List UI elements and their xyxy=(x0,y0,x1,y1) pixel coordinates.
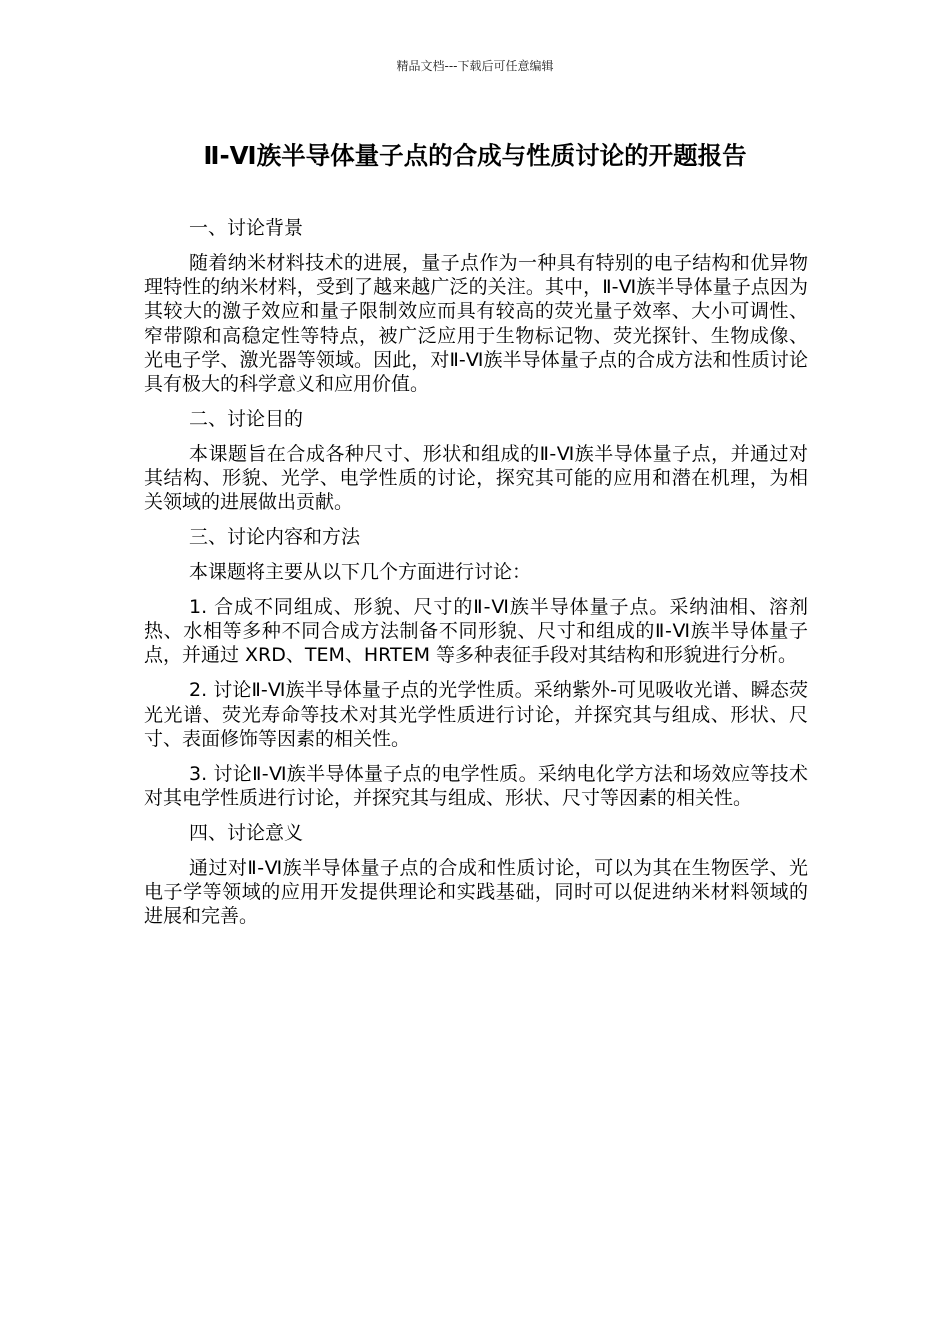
section-heading-content-methods: 三、讨论内容和方法 xyxy=(189,526,361,549)
background-paragraph: 随着纳米材料技术的进展，量子点作为一种具有特别的电子结构和优异物理特性的纳米材料，受到了越来越广泛的关注。其中，Ⅱ-Ⅵ族半导体量子点因为其较大的激子效应和量子限制效应而具有较高的荧光量子效率、大小可调性、窄带隙和高稳定性等特点，被广泛应用于生物标记物、荧光探针、生物成像、光电子学、激光器等领域。因此，对Ⅱ-Ⅵ族半导体量子点的合成方法和性质讨论具有极大的科学意义和应用价值。 xyxy=(144,251,808,396)
content-item-2: 2. 讨论Ⅱ-Ⅵ族半导体量子点的光学性质。采纳紫外-可见吸收光谱、瞬态荧光光谱、荧光寿命等技术对其光学性质进行讨论，并探究其与组成、形状、尺寸、表面修饰等因素的相关性。 xyxy=(144,679,808,750)
purpose-paragraph: 本课题旨在合成各种尺寸、形状和组成的Ⅱ-Ⅵ族半导体量子点，并通过对其结构、形貌、光学、电学性质的讨论，探究其可能的应用和潜在机理，为相关领域的进展做出贡献。 xyxy=(144,442,808,514)
document-title: Ⅱ-Ⅵ族半导体量子点的合成与性质讨论的开题报告 xyxy=(203,141,747,170)
content-item-1: 1. 合成不同组成、形貌、尺寸的Ⅱ-Ⅵ族半导体量子点。采纳油相、溶剂热、水相等多种不同合成方法制备不同形貌、尺寸和组成的Ⅱ-Ⅵ族半导体量子点，并通过 XRD、TEM、HRTEM 等多种表征手段对其结构和形貌进行分析。 xyxy=(144,595,808,667)
section-heading-background: 一、讨论背景 xyxy=(189,217,304,239)
page-header: 精品文档---下载后可任意编辑 xyxy=(396,59,554,73)
content-item-3: 3. 讨论Ⅱ-Ⅵ族半导体量子点的电学性质。采纳电化学方法和场效应等技术对其电学性质进行讨论，并探究其与组成、形状、尺寸等因素的相关性。 xyxy=(144,762,808,809)
section-heading-significance: 四、讨论意义 xyxy=(189,821,304,844)
section-heading-purpose: 二、讨论目的 xyxy=(189,408,304,431)
significance-paragraph: 通过对Ⅱ-Ⅵ族半导体量子点的合成和性质讨论，可以为其在生物医学、光电子学等领域的应用开发提供理论和实践基础，同时可以促进纳米材料领域的进展和完善。 xyxy=(144,856,808,928)
content-methods-intro: 本课题将主要从以下几个方面进行讨论： xyxy=(189,561,532,584)
document-body xyxy=(144,216,808,939)
